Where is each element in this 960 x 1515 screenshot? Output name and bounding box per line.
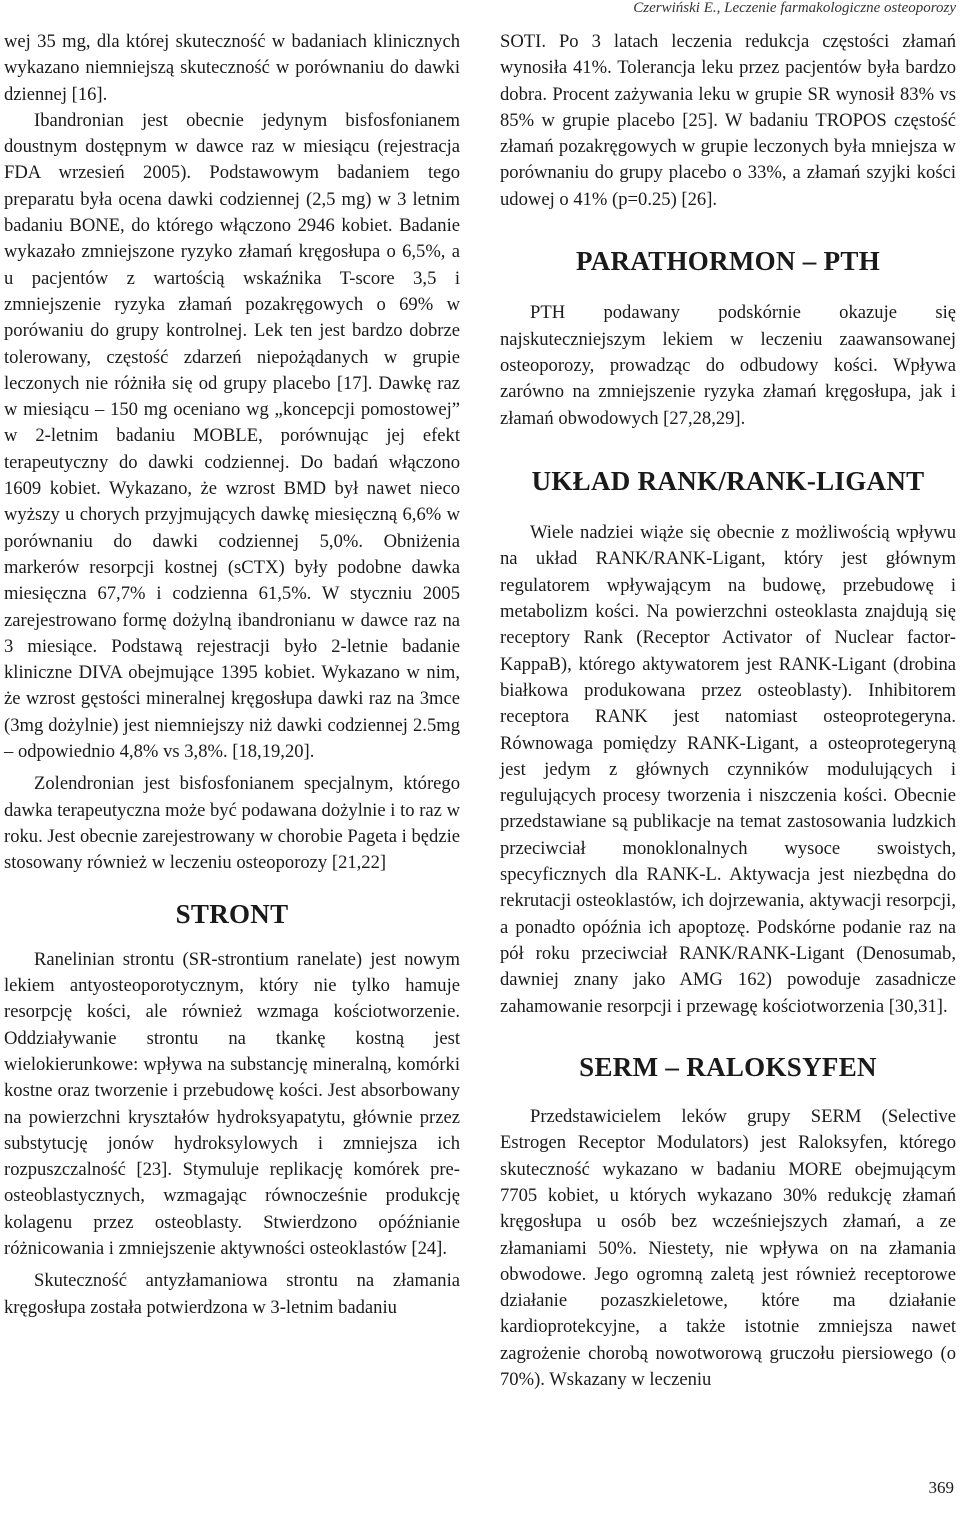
paragraph: Wiele nadziei wiąże się obecnie z możliwością wpływu na układ RANK/RANK-Ligant, który jest głównym regulatorem wpływającym na budowę, przebudowę i metabolizm kości. Na powierzchni osteoklasta znajdują się receptory Rank (Receptor Activator of Nuclear factor-KappaB), którego aktywatorem jest RANK-Ligant (drobina białkowa produkowana przez osteoblasty). Inhibitorem receptora RANK jest natomiast osteoprotegeryna. Równowaga pomiędzy RANK-Ligant, a osteoprotegeryną jest jedym z głównych czynników modulujących i regulujących procesy tworzenia i niszczenia kości. Obecnie przedstawiane są publikacje na temat zastosowania ludzkich przeciwciał monoklonalnych wysoce swoistych, specyficznych dla RANK-L. Aktywacja jest niezbędna do rekrutacji osteoklastów, ich dojrzewania, aktywacji resorpcji, a ponadto opóźnia ich apoptozę. Podskórne podanie raz na pół roku przeciwciał RANK/RANK-Ligant (Denosumab, dawniej znany jako AMG 162) powoduje zasadnicze zahamowanie resorpcji i przewagę kościotworzenia [30,31]. [500,522,956,1017]
paragraph: Przedstawicielem leków grupy SERM (Selective Estrogen Receptor Modulators) jest Raloksyfen, którego skuteczność wykazano w badaniu MORE obejmującym 7705 kobiet, u których wykazano 30% redukcję złamań kręgosłupa u osób bez wcześniejszych złamań, a ze złamaniami 50%. Niestety, nie wpływa on na złamania obwodowe. Jego ogromną zaletą jest również receptorowe działanie pozaszkieletowe, które ma działanie kardioprotekcyjne, a także istotnie zmniejsza nawet zagrożenie chorobą nowotworową gruczołu piersiowego (o 70%). Wskazany w leczeniu [500,1106,956,1391]
running-header: Czerwiński E., Leczenie farmakologiczne osteoporozy [633,0,956,16]
page-number: 369 [928,1478,954,1497]
paragraph: PTH podawany podskórnie okazuje się najskuteczniejszym lekiem w leczeniu zaawansowanej osteoporozy, prowadząc do odbudowy kości. Wpływa zarówno na zmniejszenie ryzyka złamań kręgosłupa, jak i złamań obwodowych [27,28,29]. [500,302,956,429]
paragraph: SOTI. Po 3 latach leczenia redukcja częstości złamań wynosiła 41%. Tolerancja leku przez pacjentów była bardzo dobra. Procent zażywania leku w grupie SR wynosił 83% vs 85% w grupie placebo [25]. W badaniu TROPOS częstość złamań pozakręgowych w grupie leczonych była mniejsza w porównaniu do grupy placebo o 33%, a złamań szyjki kości udowej o 41% (p=0.25) [26]. [500,31,956,210]
paragraph: Ranelinian strontu (SR-strontium ranelate) jest nowym lekiem antyosteoporotycznym, który nie tylko hamuje resorpcję kości, ale również wzmaga kościotworzenie. Oddziaływanie strontu na tkankę kostną jest wielokierunkowe: wpływa na substancję mineralną, komórki kostne oraz tworzenie i przebudowę kości. Jest absorbowany na powierzchni kryształów hydroksyapatytu, głównie przez substytucję jonów hydroksylowych i zmniejsza ich rozpuszczalność [23]. Stymuluje replikację komórek pre-osteoblastycznych, wzmagając równocześnie produkcję kolagenu przez osteoblasty. Stwierdzono opóźnianie różnicowania i zmniejszenie aktywności osteoklastów [24]. [4,948,460,1260]
section-heading-serm: SERM – RALOKSYFEN [579,1051,877,1082]
paragraph: wej 35 mg, dla której skuteczność w badaniach klinicznych wykazano niemniejszą skuteczność w porównaniu do dawki dziennej [16]. [4,31,460,105]
right-column [500,29,956,1393]
section-heading-pth: PARATHORMON – PTH [575,246,881,277]
paragraph: Skuteczność antyzłamaniowa strontu na złamania kręgosłupa została potwierdzona w 3-letnim badaniu [4,1270,460,1318]
paragraph: Zolendronian jest bisfosfonianem specjalnym, którego dawka terapeutyczna może być podawana dożylnie i to raz w roku. Jest obecnie zarejestrowany w chorobie Pageta i będzie stosowany również w leczeniu osteoporozy [21,22] [4,773,460,874]
section-heading-rank: UKŁAD RANK/RANK-LIGANT [531,465,925,496]
paragraph: Ibandronian jest obecnie jedynym bisfosfonianem doustnym dostępnym w dawce raz w miesiącu (rejestracja FDA wrzesień 2005). Podstawowym badaniem tego preparatu była ocena dawki codziennej (2,5 mg) w 3 letnim badaniu BONE, do którego włączono 2946 kobiet. Badanie wykazało zmniejszone ryzyko złamań kręgosłupa o 6,5%, a u pacjentów z wartością wskaźnika T-score 3,5 i zmniejszenie ryzyka złamań pozakręgowych o 69% w porówaniu do grupy kontrolnej. Lek ten jest bardzo dobrze tolerowany, częstość zdarzeń niepożądanych w grupie leczonych nie różniła się od grupy placebo [17]. Dawkę raz w miesiącu – 150 mg oceniano wg „koncepcji pomostowej” w 2-letnim badaniu MOBLE, porównując jej efekt terapeutyczny do dawki codziennej. Do badań włączono 1609 kobiet. Wykazano, że wzrost BMD był nawet nieco wyższy u chorych przyjmujących dawkę miesięczną 6,6% w porównaniu do dawki codziennej 5,0%. Obniżenia markerów resorpcji kostnej (sCTX) były podobne dawka miesięczna 67,7% i codzienna 61,5%. W styczniu 2005 zarejestrowano formę dożylną ibandronianu w dawce raz na 3 miesiące. Podstawą rejestracji było 2-letnie badanie kliniczne DIVA obejmujące 1395 kobiet. Wykazano w nim, że wzrost gęstości mineralnej kręgosłupa dawki raz na 3mce (3mg dożylnie) jest niemniejszy niż dawki codziennej 2.5mg – odpowiednio 4,8% vs 3,8%. [18,19,20]. [4,109,460,763]
left-column [4,29,460,1321]
section-heading-stront: STRONT [175,898,289,929]
